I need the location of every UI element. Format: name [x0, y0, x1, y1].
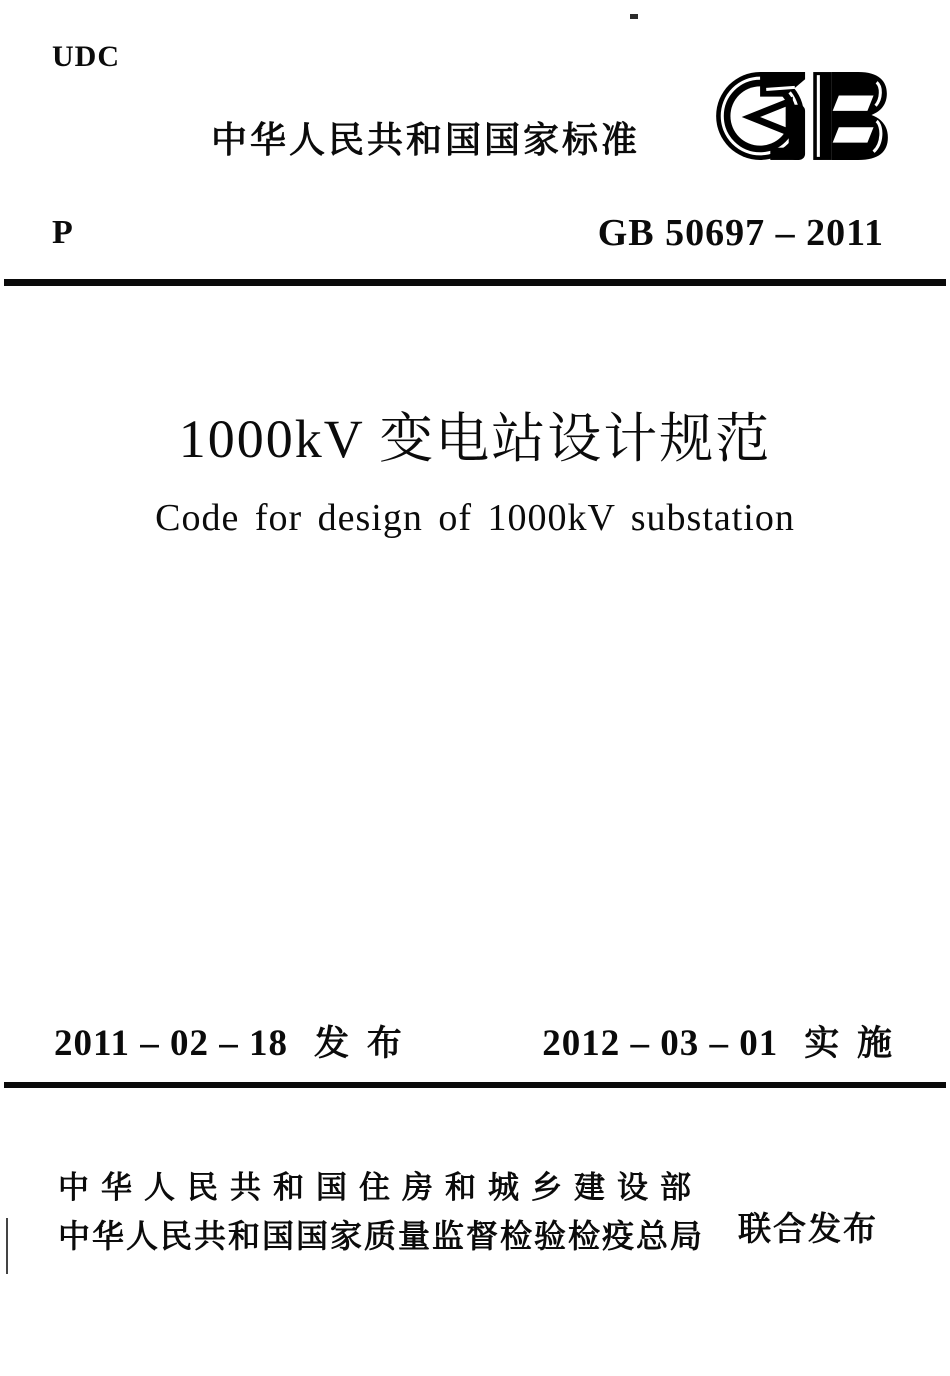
publishers-block	[58, 1172, 894, 1252]
standard-type-heading: 中华人民共和国国家标准	[211, 119, 641, 160]
implement-date: 2012 – 03 – 01	[542, 1023, 779, 1064]
publish-date-group	[54, 1016, 406, 1066]
scan-speck	[630, 14, 638, 19]
top-rule	[4, 279, 946, 286]
joint-release-label: 联合发布	[738, 1210, 878, 1247]
udc-label: UDC	[52, 40, 120, 73]
document-title-en: Code for design of 1000kV substation	[155, 497, 795, 539]
publish-label: 发 布	[313, 1024, 406, 1063]
scan-edge-mark	[6, 1218, 8, 1274]
publisher-line-1: 中华人民共和国住房和城乡建设部	[58, 1170, 703, 1205]
publisher-line-2: 中华人民共和国国家质量监督检验检疫总局	[58, 1218, 705, 1254]
bottom-rule	[4, 1082, 946, 1088]
implement-label: 实 施	[804, 1024, 896, 1063]
publish-date: 2011 – 02 – 18	[54, 1023, 288, 1064]
standard-code: GB 50697 – 2011	[597, 212, 884, 254]
date-row	[54, 1016, 896, 1066]
p-classification-label: P	[52, 214, 73, 251]
implement-date-group	[542, 1016, 896, 1066]
document-title-cn: 1000kV 变电站设计规范	[178, 409, 772, 469]
gb-logo-icon	[714, 70, 890, 162]
